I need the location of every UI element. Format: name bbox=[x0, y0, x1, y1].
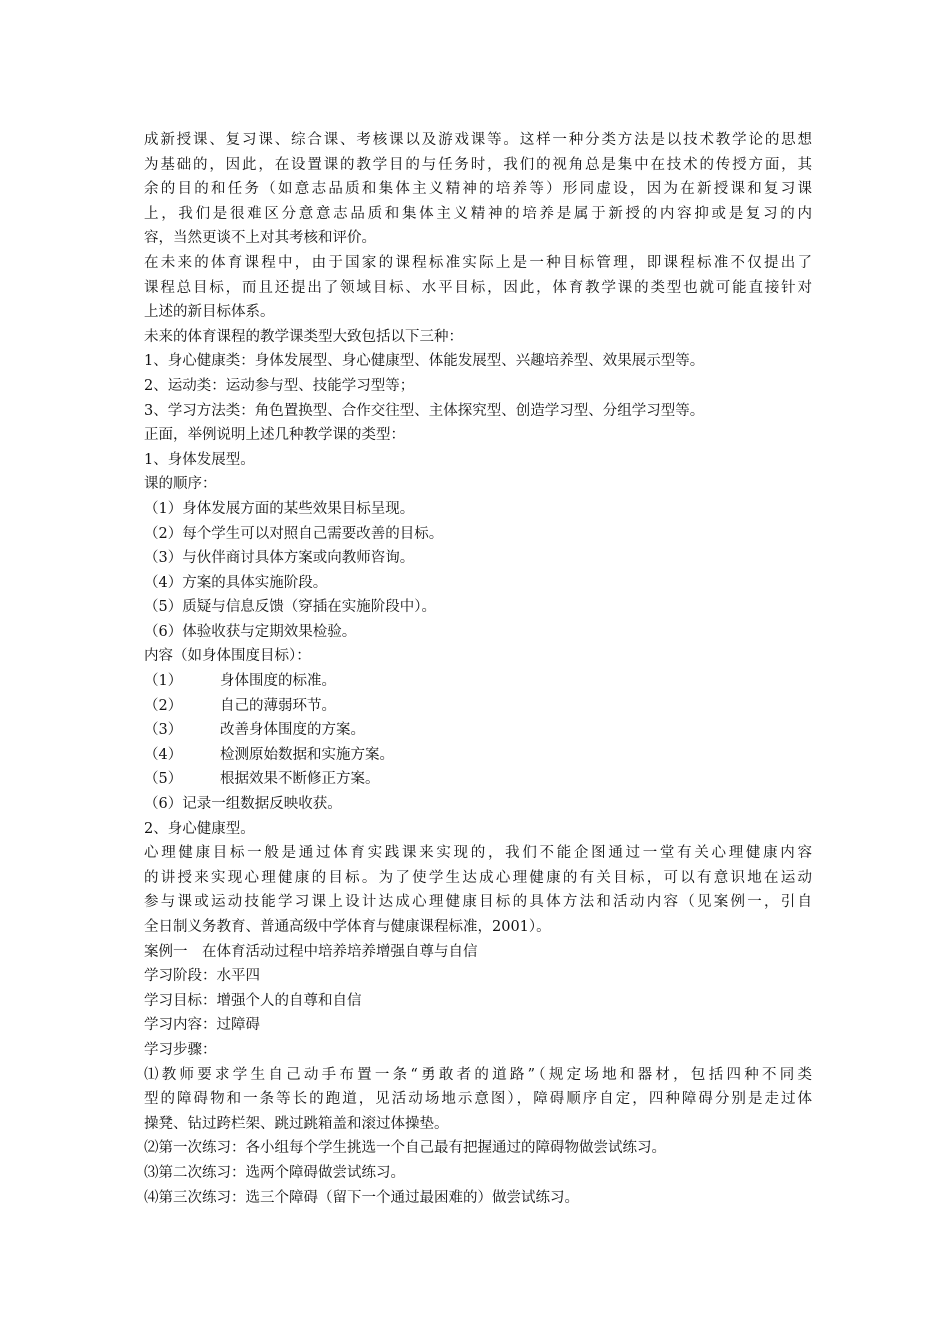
paragraph-line: 全日制义务教育、普通高级中学体育与健康课程标准，2001）。 bbox=[144, 919, 551, 935]
list-text: 根据效果不断修正方案。 bbox=[220, 771, 380, 788]
paragraph-line: 心理健康目标一般是通过体育实践课来实现的，我们不能企图通过一堂有关心理健康内容 bbox=[144, 845, 812, 862]
paragraph-line: 学习步骤： bbox=[144, 1041, 217, 1058]
paragraph-line: 在未来的体育课程中，由于国家的课程标准实际上是一种目标管理，即课程标准不仅提出了 bbox=[144, 254, 812, 271]
list-item: （2）每个学生可以对照自己需要改善的目标。 bbox=[144, 525, 444, 542]
list-item bbox=[144, 694, 812, 719]
paragraph-line: 学习目标：增强个人的自尊和自信 bbox=[144, 992, 362, 1009]
paragraph-line: 学习阶段：水平四 bbox=[144, 968, 260, 985]
list-item: （5）质疑与信息反馈（穿插在实施阶段中）。 bbox=[144, 599, 436, 616]
list-item: （6）记录一组数据反映收获。 bbox=[144, 796, 342, 813]
list-item: 2、运动类：运动参与型、技能学习型等； bbox=[144, 377, 415, 394]
list-item bbox=[144, 669, 812, 694]
list-item: （4）方案的具体实施阶段。 bbox=[144, 574, 328, 591]
list-item: ⑶第二次练习：选两个障碍做尝试练习。 bbox=[144, 1164, 405, 1181]
list-item bbox=[144, 743, 812, 768]
list-item: 1、身心健康类：身体发展型、身心健康型、体能发展型、兴趣培养型、效果展示型等。 bbox=[144, 353, 705, 370]
list-item: （3）与伙伴商讨具体方案或向教师咨询。 bbox=[144, 550, 415, 567]
section-heading: 2、身心健康型。 bbox=[144, 820, 255, 837]
list-number: （2） bbox=[144, 697, 183, 714]
list-item: 3、学习方法类：角色置换型、合作交往型、主体探究型、创造学习型、分组学习型等。 bbox=[144, 402, 705, 419]
paragraph-line: 余的目的和任务（如意志品质和集体主义精神的培养等）形同虚设，因为在新授课和复习课 bbox=[144, 181, 812, 198]
list-item: ⑵第一次练习：各小组每个学生挑选一个自己最有把握通过的障碍物做尝试练习。 bbox=[144, 1140, 666, 1157]
paragraph-line: 成新授课、复习课、综合课、考核课以及游戏课等。这样一种分类方法是以技术教学论的思想 bbox=[144, 132, 812, 148]
paragraph-line: 课程总目标，而且还提出了领域目标、水平目标，因此，体育教学课的类型也就可能直接针对 bbox=[144, 279, 812, 296]
paragraph-line: 操凳、钻过跨栏架、跳过跳箱盖和滚过体操垫。 bbox=[144, 1115, 449, 1132]
document-body bbox=[144, 128, 812, 1210]
list-number: （3） bbox=[144, 722, 183, 739]
paragraph-line: 正面，举例说明上述几种教学课的类型： bbox=[144, 427, 405, 444]
paragraph-line: 型的障碍物和一条等长的跑道，见活动场地示意图），障碍顺序自定，四种障碍分别是走过体 bbox=[144, 1091, 812, 1108]
paragraph-line: 上，我们是很难区分意意志品质和集体主义精神的培养是属于新授的内容抑或是复习的内 bbox=[144, 205, 812, 222]
paragraph-line: 课的顺序： bbox=[144, 476, 217, 493]
paragraph-line: ⑴教师要求学生自己动手布置一条“勇敢者的道路”（规定场地和器材，包括四种不同类 bbox=[144, 1066, 812, 1083]
paragraph-line: 学习内容：过障碍 bbox=[144, 1017, 260, 1034]
list-item bbox=[144, 767, 812, 792]
paragraph-line: 内容（如身体围度目标）： bbox=[144, 648, 311, 665]
paragraph-line: 参与课或运动技能学习课上设计达成心理健康目标的具体方法和活动内容（见案例一，引自 bbox=[144, 894, 812, 911]
list-item: （1）身体发展方面的某些效果目标呈现。 bbox=[144, 500, 415, 517]
case-title: 案例一 在体育活动过程中培养培养增强自尊与自信 bbox=[144, 943, 478, 960]
list-text: 检测原始数据和实施方案。 bbox=[220, 746, 394, 763]
list-item: （6）体验收获与定期效果检验。 bbox=[144, 623, 357, 640]
list-number: （1） bbox=[144, 673, 183, 690]
list-item bbox=[144, 718, 812, 743]
list-text: 自己的薄弱环节。 bbox=[220, 697, 336, 714]
list-number: （4） bbox=[144, 746, 183, 763]
section-heading: 1、身体发展型。 bbox=[144, 451, 255, 468]
paragraph-line: 为基础的，因此，在设置课的教学目的与任务时，我们的视角总是集中在技术的传授方面，其 bbox=[144, 156, 812, 173]
list-item: ⑷第三次练习：选三个障碍（留下一个通过最困难的）做尝试练习。 bbox=[144, 1189, 579, 1206]
paragraph-line: 上述的新目标体系。 bbox=[144, 304, 275, 321]
paragraph-line: 的讲授来实现心理健康的目标。为了使学生达成心理健康的有关目标，可以有意识地在运动 bbox=[144, 869, 812, 886]
list-text: 改善身体围度的方案。 bbox=[220, 722, 365, 739]
list-number: （5） bbox=[144, 771, 183, 788]
list-text: 身体围度的标准。 bbox=[220, 673, 336, 690]
paragraph-line: 容，当然更谈不上对其考核和评价。 bbox=[144, 230, 376, 247]
paragraph-line: 未来的体育课程的教学课类型大致包括以下三种： bbox=[144, 328, 463, 345]
